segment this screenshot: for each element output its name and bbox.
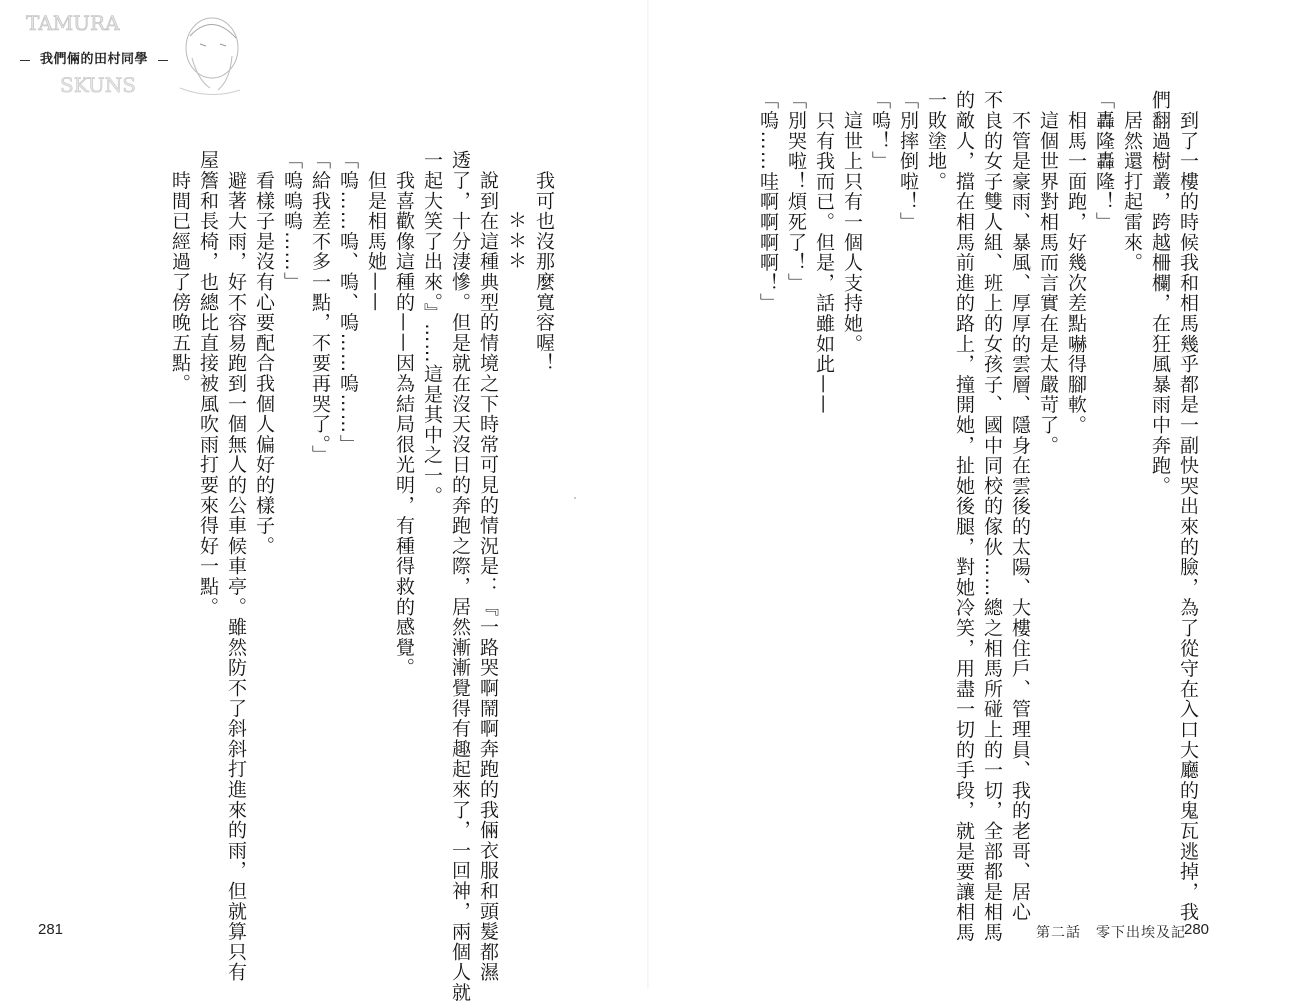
text-line: 這個世界對相馬而言實在是太嚴苛了。 xyxy=(1037,90,1059,456)
text-line: 說到在這種典型的情境之下時常可見的情況是：『一路哭啊鬧啊奔跑的我倆衣服和頭髮都濕 xyxy=(477,150,499,983)
text-line: 「嗚嗚嗚……」 xyxy=(281,150,303,293)
text-line: 屋簷和長椅，也總比直接被風吹雨打要來得好一點。 xyxy=(197,150,219,617)
text-line: 「嗚！」 xyxy=(869,90,891,172)
svg-text:SKUNS: SKUNS xyxy=(60,73,136,97)
text-line: 到了一樓的時候我和相馬幾乎都是一副快哭出來的臉，為了從守在入口大廳的鬼瓦逃掉，我 xyxy=(1177,90,1199,923)
page-number-left: 281 xyxy=(38,921,64,938)
text-line: 看樣子是沒有心要配合我個人偏好的樣子。 xyxy=(253,150,275,556)
text-line: 不管是豪雨、暴風、厚厚的雲層、隱身在雲後的太陽、大樓住戶、管理員、我的老哥、居心 xyxy=(1009,90,1031,923)
text-line: 「轟隆轟隆！」 xyxy=(1093,90,1115,233)
page-number-right: 280 xyxy=(1184,921,1210,938)
text-line: 時間已經過了傍晚五點。 xyxy=(169,150,191,394)
text-line: 「嗚……哇啊啊啊啊！」 xyxy=(757,90,779,314)
text-line: 避著大雨，好不容易跑到一個無人的公車候車亭。雖然防不了斜斜打進來的雨，但就算只有 xyxy=(225,150,247,983)
text-line: 相馬一面跑，好幾次差點嚇得腳軟。 xyxy=(1065,90,1087,436)
page-gutter xyxy=(647,0,649,989)
scene-break: ＊＊＊ xyxy=(505,210,527,271)
text-line: 居然還打起雷來。 xyxy=(1121,90,1143,273)
text-line: 「別摔倒啦！」 xyxy=(897,90,919,233)
text-line: 們翻過樹叢，跨越柵欄，在狂風暴雨中奔跑。 xyxy=(1149,90,1171,496)
scan-speck xyxy=(574,497,576,499)
text-line: 只有我而已。但是，話雖如此—— xyxy=(813,90,835,415)
left-page-text xyxy=(166,150,558,1003)
text-line: 一敗塗地。 xyxy=(925,90,947,192)
text-line: 「嗚……嗚、嗚、嗚……嗚……」 xyxy=(337,150,359,455)
svg-text:TAMURA: TAMURA xyxy=(26,11,120,35)
text-line: 「給我差不多一點，不要再哭了。」 xyxy=(309,150,331,466)
text-line: 我可也沒那麼寬容喔！ xyxy=(533,150,555,374)
text-line: 的敵人，擋在相馬前進的路上，撞開她，扯她後腿，對她冷笑，用盡一切的手段，就是要讓相馬 xyxy=(953,90,975,943)
text-line: 我喜歡像這種的——因為結局很光明，有種得救的感覺。 xyxy=(393,150,415,678)
text-line: 「別哭啦！煩死了！」 xyxy=(785,90,807,293)
text-line: 透了，十分淒慘。但是就在沒天沒日的奔跑之際，居然漸漸覺得有趣起來了，一回神，兩個人就 xyxy=(449,150,471,1003)
text-line: 這世上只有一個人支持她。 xyxy=(841,90,863,354)
text-line: 一起大笑了出來。』……這是其中之一。 xyxy=(421,150,443,506)
series-title: 我們倆的田村同學 xyxy=(24,50,164,70)
running-head: 第二話 零下出埃及記 xyxy=(1036,925,1186,941)
text-line: 但是相馬她—— xyxy=(365,150,387,313)
text-line: 不良的女子雙人組、班上的女孩子、國中同校的傢伙……總之相馬所碰上的一切，全部都是相馬 xyxy=(981,90,1003,943)
